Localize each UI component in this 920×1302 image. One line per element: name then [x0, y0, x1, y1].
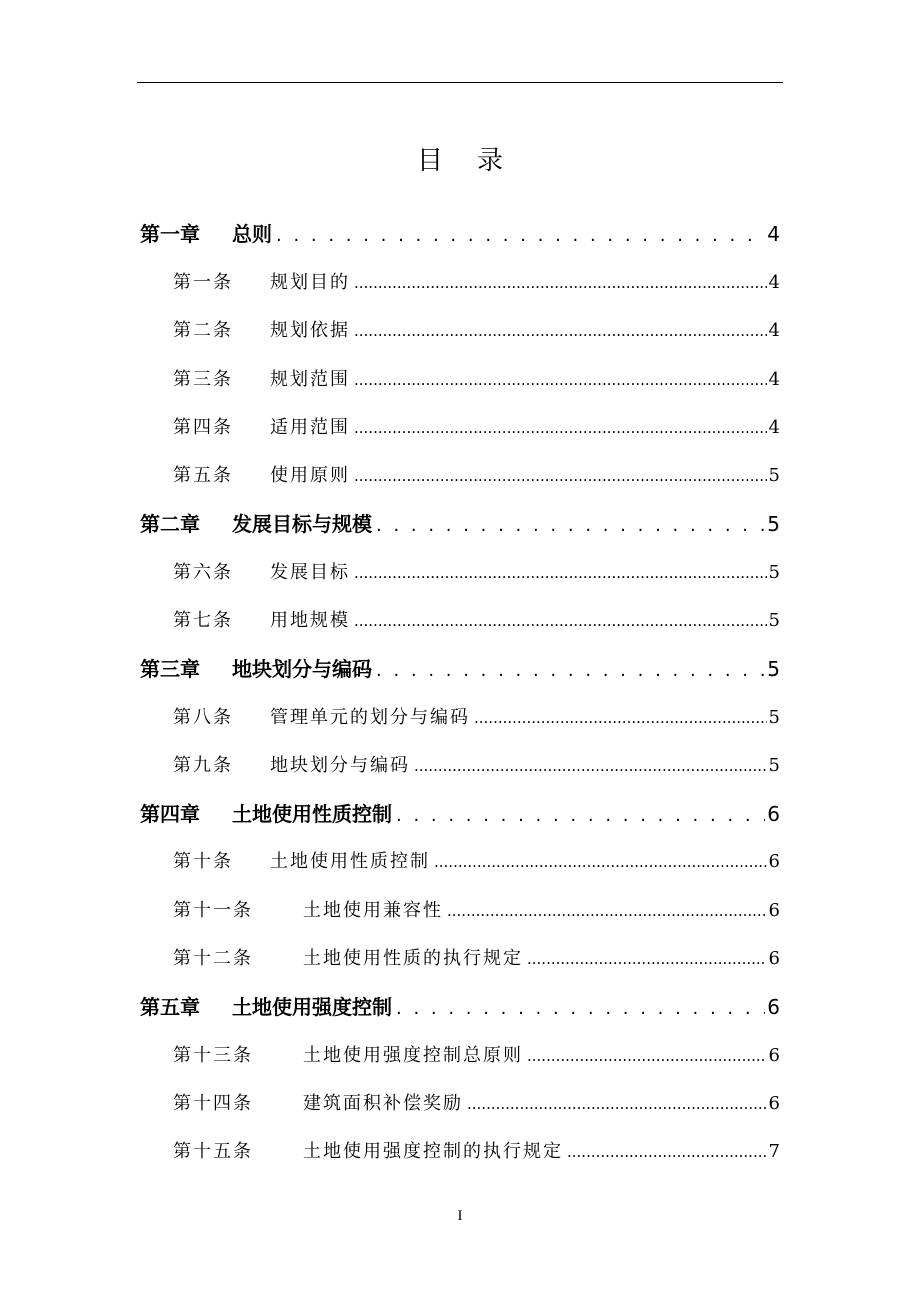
dot-leader	[354, 320, 767, 341]
dot-leader	[414, 755, 767, 776]
toc-article-entry[interactable]	[173, 1137, 780, 1163]
dot-leader	[467, 1093, 767, 1114]
article-title: 规划依据	[270, 320, 350, 341]
article-number: 第九条	[173, 755, 233, 776]
chapter-number: 第三章	[140, 657, 200, 681]
dot-leader	[354, 562, 767, 583]
chapter-number: 第一章	[140, 222, 200, 246]
article-number: 第五条	[173, 465, 233, 486]
page-number: 6	[767, 995, 780, 1019]
chapter-number: 第四章	[140, 802, 200, 826]
page-number: 5	[767, 512, 780, 536]
toc-article-entry[interactable]	[173, 751, 780, 777]
article-title: 建筑面积补偿奖励	[303, 1093, 463, 1114]
article-number: 第三条	[173, 369, 233, 390]
article-title: 土地使用强度控制总原则	[303, 1045, 523, 1066]
toc-chapter-entry[interactable]	[140, 991, 780, 1020]
toc-article-entry[interactable]	[173, 1041, 780, 1067]
article-number: 第八条	[173, 707, 233, 728]
toc-article-entry[interactable]	[173, 606, 780, 632]
article-number: 第十三条	[173, 1045, 253, 1066]
article-title: 用地规模	[270, 610, 350, 631]
toc-article-entry[interactable]	[173, 944, 780, 970]
page-number: 6	[768, 851, 780, 872]
article-title: 发展目标	[270, 562, 350, 583]
article-number: 第四条	[173, 417, 233, 438]
toc-article-entry[interactable]	[173, 896, 780, 922]
toc-chapter-entry[interactable]	[140, 508, 780, 537]
chapter-title: 地块划分与编码	[232, 657, 372, 681]
article-title: 规划目的	[270, 272, 350, 293]
page-number: 5	[768, 465, 780, 486]
article-number: 第七条	[173, 610, 233, 631]
chapter-number: 第五章	[140, 995, 200, 1019]
article-title: 使用原则	[270, 465, 350, 486]
page-number: 5	[768, 707, 780, 728]
dot-leader	[434, 851, 767, 872]
toc-article-entry[interactable]	[173, 1089, 780, 1115]
dot-leader	[276, 222, 765, 246]
toc-chapter-entry[interactable]	[140, 218, 780, 247]
dot-leader	[474, 707, 767, 728]
article-title: 土地使用强度控制的执行规定	[303, 1141, 563, 1162]
page-number: 4	[768, 417, 780, 438]
page-number: 4	[768, 320, 780, 341]
dot-leader	[527, 1045, 767, 1066]
article-number: 第十条	[173, 851, 233, 872]
article-number: 第六条	[173, 562, 233, 583]
article-number: 第十二条	[173, 948, 253, 969]
toc-title: 目录	[416, 146, 537, 176]
dot-leader	[354, 272, 767, 293]
article-number: 第一条	[173, 272, 233, 293]
page-number: 6	[768, 1045, 780, 1066]
chapter-title: 土地使用性质控制	[232, 802, 392, 826]
dot-leader	[396, 802, 765, 826]
page-number: 4	[768, 272, 780, 293]
article-number: 第十五条	[173, 1141, 253, 1162]
page-number: 5	[768, 610, 780, 631]
toc-article-entry[interactable]	[173, 461, 780, 487]
article-title: 地块划分与编码	[270, 755, 410, 776]
article-number: 第十四条	[173, 1093, 253, 1114]
article-title: 土地使用性质的执行规定	[303, 948, 523, 969]
page-number: 6	[768, 900, 780, 921]
dot-leader	[396, 995, 765, 1019]
dot-leader	[354, 465, 767, 486]
dot-leader	[354, 369, 767, 390]
article-title: 管理单元的划分与编码	[270, 707, 470, 728]
article-title: 规划范围	[270, 369, 350, 390]
dot-leader	[354, 417, 767, 438]
toc-article-entry[interactable]	[173, 316, 780, 342]
toc-article-entry[interactable]	[173, 703, 780, 729]
chapter-title: 土地使用强度控制	[232, 995, 392, 1019]
toc-article-entry[interactable]	[173, 558, 780, 584]
chapter-title: 总则	[232, 222, 272, 246]
dot-leader	[447, 900, 767, 921]
dot-leader	[376, 657, 765, 681]
page-number: 6	[767, 802, 780, 826]
page-number: 5	[768, 562, 780, 583]
dot-leader	[527, 948, 767, 969]
page-number: 6	[768, 1093, 780, 1114]
dot-leader	[567, 1141, 767, 1162]
toc-chapter-entry[interactable]	[140, 798, 780, 827]
chapter-title: 发展目标与规模	[232, 512, 372, 536]
toc-article-entry[interactable]	[173, 413, 780, 439]
article-title: 土地使用性质控制	[270, 851, 430, 872]
page-number: 4	[767, 222, 780, 246]
article-number: 第十一条	[173, 900, 253, 921]
article-title: 土地使用兼容性	[303, 900, 443, 921]
toc-article-entry[interactable]	[173, 365, 780, 391]
chapter-number: 第二章	[140, 512, 200, 536]
page-number: 7	[768, 1141, 780, 1162]
page-number: 5	[768, 755, 780, 776]
toc-chapter-entry[interactable]	[140, 653, 780, 682]
page-number: 6	[768, 948, 780, 969]
dot-leader	[376, 512, 765, 536]
article-title: 适用范围	[270, 417, 350, 438]
dot-leader	[354, 610, 767, 631]
page-footer-number: I	[457, 1208, 463, 1224]
page-number: 5	[767, 657, 780, 681]
page-number: 4	[768, 369, 780, 390]
article-number: 第二条	[173, 320, 233, 341]
toc-article-entry[interactable]	[173, 268, 780, 294]
toc-article-entry[interactable]	[173, 847, 780, 873]
